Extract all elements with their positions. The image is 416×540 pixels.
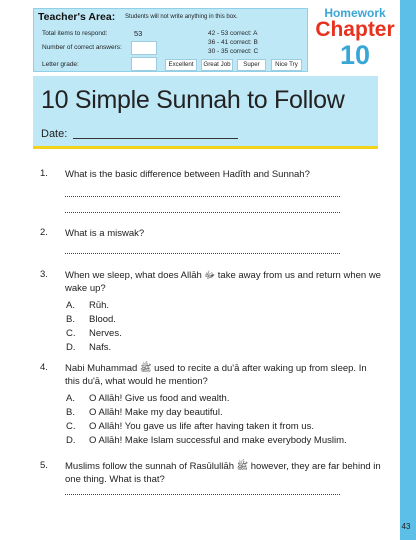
grade-scale-a: 42 - 53 correct: A xyxy=(208,30,258,37)
letter-grade-field[interactable] xyxy=(131,57,157,71)
grade-super[interactable]: Super xyxy=(237,59,266,71)
teachers-area-note: Students will not write anything in this box. xyxy=(125,14,238,20)
question-2-text: What is a miswak? xyxy=(65,228,145,239)
answer-line[interactable] xyxy=(65,196,340,197)
question-5-number: 5. xyxy=(40,460,48,471)
question-2-number: 2. xyxy=(40,227,48,238)
title-underline xyxy=(33,146,378,149)
option-text[interactable]: O Allāh! Give us food and wealth. xyxy=(89,393,230,404)
question-3-text: When we sleep, what does Allāh ﷻ take away from us and return when we wake up? xyxy=(65,270,381,294)
option-text[interactable]: Rūh. xyxy=(89,300,110,311)
option-letter: D. xyxy=(66,342,76,353)
question-3-number: 3. xyxy=(40,269,48,280)
option-letter: D. xyxy=(66,435,76,446)
question-5-text: Muslims follow the sunnah of Rasūlullāh ﷺ however, they are far behind in one thing. What is that? xyxy=(65,461,381,485)
grade-scale-b: 36 - 41 correct: B xyxy=(208,39,258,46)
grade-scale-c: 30 - 35 correct: C xyxy=(208,48,259,55)
homework-label: Homework xyxy=(324,6,386,20)
correct-answers-label: Number of correct answers: xyxy=(42,44,122,51)
option-letter: A. xyxy=(66,393,75,404)
option-text[interactable]: Blood. xyxy=(89,314,116,325)
grade-great-job[interactable]: Great Job xyxy=(201,59,233,71)
teachers-area-title: Teacher's Area: xyxy=(38,11,116,23)
total-items-label: Total items to respond: xyxy=(42,30,108,37)
side-color-strip xyxy=(400,0,416,540)
date-label: Date: xyxy=(41,128,68,140)
option-text[interactable]: Nafs. xyxy=(89,342,112,353)
grade-nice-try[interactable]: Nice Try xyxy=(271,59,302,71)
option-letter: B. xyxy=(66,407,75,418)
option-letter: A. xyxy=(66,300,75,311)
page-title: 10 Simple Sunnah to Follow xyxy=(41,86,345,114)
teachers-area-box xyxy=(33,8,308,72)
question-4-text: Nabi Muhammad ﷺ used to recite a du'ā after waking up from sleep. In this du'ā, what would he mention? xyxy=(65,363,367,387)
option-letter: C. xyxy=(66,328,76,339)
answer-line[interactable] xyxy=(65,212,340,213)
question-1-number: 1. xyxy=(40,168,48,179)
page-number: 43 xyxy=(401,522,411,531)
chapter-label: Chapter xyxy=(315,18,395,41)
letter-grade-label: Letter grade: xyxy=(42,61,79,68)
option-letter: C. xyxy=(66,421,76,432)
question-4-number: 4. xyxy=(40,362,48,373)
option-text[interactable]: O Allāh! You gave us life after having taken it from us. xyxy=(89,421,314,432)
date-field[interactable] xyxy=(73,138,238,139)
grade-excellent[interactable]: Excellent xyxy=(165,59,197,71)
option-text[interactable]: Nerves. xyxy=(89,328,122,339)
option-text[interactable]: O Allāh! Make Islam successful and make everybody Muslim. xyxy=(89,435,347,446)
question-1-text: What is the basic difference between Hadīth and Sunnah? xyxy=(65,169,310,180)
option-letter: B. xyxy=(66,314,75,325)
correct-answers-field[interactable] xyxy=(131,41,157,55)
total-items-value: 53 xyxy=(134,29,143,38)
chapter-number: 10 xyxy=(339,40,371,70)
option-text[interactable]: O Allāh! Make my day beautiful. xyxy=(89,407,223,418)
answer-line[interactable] xyxy=(65,494,340,495)
answer-line[interactable] xyxy=(65,253,340,254)
